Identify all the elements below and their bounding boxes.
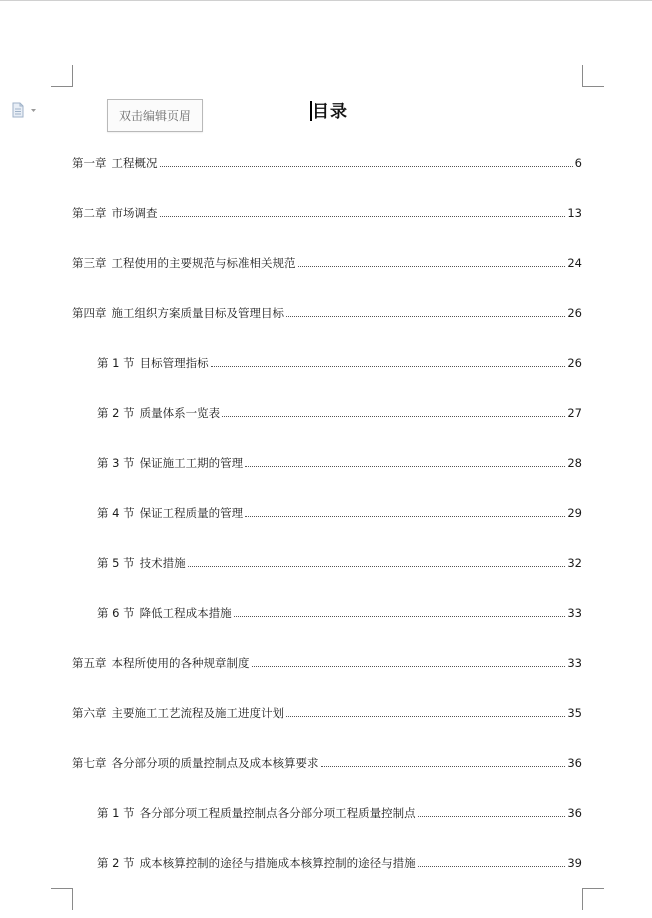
toc-entry-title: 目标管理指标	[139, 356, 209, 370]
edit-header-button[interactable]: 双击编辑页眉	[107, 99, 203, 132]
toc-entry-page-number: 26	[567, 356, 582, 370]
toc-entry-number: 第三章	[72, 256, 107, 270]
toc-entry-number: 第一章	[72, 156, 107, 170]
toc-entry-page-number: 36	[567, 806, 582, 820]
toc-entry-number: 第 5 节	[97, 556, 135, 570]
toc-entry-number: 第 2 节	[97, 856, 135, 870]
toc-entry-number: 第 4 节	[97, 506, 135, 520]
toc-entry-title: 质量体系一览表	[139, 406, 221, 420]
toc-entry[interactable]	[72, 655, 582, 671]
toc-dot-leader	[234, 616, 566, 617]
toc-entry[interactable]	[72, 305, 582, 321]
toc-dot-leader	[245, 516, 565, 517]
toc-entry[interactable]	[72, 255, 582, 271]
toc-entry-page-number: 33	[567, 606, 582, 620]
toc-entry-page-number: 36	[567, 756, 582, 770]
toc-entry[interactable]	[97, 505, 582, 521]
toc-entry-number: 第 3 节	[97, 456, 135, 470]
toc-entry-title: 保证工程质量的管理	[139, 506, 244, 520]
toc-dot-leader	[286, 316, 565, 317]
toc-entry-page-number: 33	[567, 656, 582, 670]
toc-entry[interactable]	[72, 155, 582, 171]
toc-dot-leader	[298, 266, 566, 267]
toc-dot-leader	[286, 716, 565, 717]
toc-entry-title: 成本核算控制的途径与措施成本核算控制的途径与措施	[139, 856, 416, 870]
toc-entry-page-number: 26	[567, 306, 582, 320]
toc-entry-page-number: 39	[567, 856, 582, 870]
toc-dot-leader	[222, 416, 565, 417]
toc-title: 目录	[312, 102, 348, 122]
toc-entry[interactable]	[97, 455, 582, 471]
toc-dot-leader	[418, 866, 566, 867]
toc-entry-title: 主要施工工艺流程及施工进度计划	[111, 706, 284, 720]
toc-entry-title: 工程使用的主要规范与标准相关规范	[111, 256, 296, 270]
toc-entry-page-number: 28	[567, 456, 582, 470]
toc-entry-number: 第 1 节	[97, 356, 135, 370]
toc-entry-page-number: 32	[567, 556, 582, 570]
toc-dot-leader	[188, 566, 566, 567]
toc-entry-title: 本程所使用的各种规章制度	[111, 656, 250, 670]
toc-entry[interactable]	[72, 755, 582, 771]
toc-entry-page-number: 27	[567, 406, 582, 420]
toc-dot-leader	[245, 466, 565, 467]
toc-entry-number: 第 6 节	[97, 606, 135, 620]
toc-dot-leader	[418, 816, 566, 817]
toc-entry-number: 第六章	[72, 706, 107, 720]
toc-dot-leader	[321, 766, 566, 767]
toc-entry-page-number: 13	[567, 206, 582, 220]
toc-entry-number: 第七章	[72, 756, 107, 770]
toc-entry[interactable]	[97, 805, 582, 821]
toc-entry[interactable]	[97, 855, 582, 871]
toc-entry[interactable]	[72, 705, 582, 721]
toc-entry-number: 第五章	[72, 656, 107, 670]
toc-dot-leader	[211, 366, 566, 367]
toc-entry-page-number: 35	[567, 706, 582, 720]
toc-entry-title: 降低工程成本措施	[139, 606, 232, 620]
toc-entry-number: 第二章	[72, 206, 107, 220]
toc-entry[interactable]	[97, 605, 582, 621]
toc-entry-number: 第四章	[72, 306, 107, 320]
toc-entry-title: 技术措施	[139, 556, 186, 570]
toc-entry-title: 各分部分项工程质量控制点各分部分项工程质量控制点	[139, 806, 416, 820]
toc-entry[interactable]	[97, 555, 582, 571]
toc-entry-number: 第 2 节	[97, 406, 135, 420]
toc-entry-title: 各分部分项的质量控制点及成本核算要求	[111, 756, 319, 770]
toc-entry[interactable]	[72, 205, 582, 221]
toc-entry-page-number: 6	[574, 156, 582, 170]
toc-entry[interactable]	[97, 355, 582, 371]
toc-dot-leader	[160, 166, 573, 167]
toc-dot-leader	[252, 666, 566, 667]
toc-entry-title: 工程概况	[111, 156, 158, 170]
toc-entry-title: 市场调查	[111, 206, 158, 220]
toc-entry-title: 施工组织方案质量目标及管理目标	[111, 306, 284, 320]
toc-entry[interactable]	[97, 405, 582, 421]
toc-dot-leader	[160, 216, 566, 217]
toc-entry-page-number: 24	[567, 256, 582, 270]
toc-entry-number: 第 1 节	[97, 806, 135, 820]
toc-entry-page-number: 29	[567, 506, 582, 520]
toc-entry-title: 保证施工工期的管理	[139, 456, 244, 470]
